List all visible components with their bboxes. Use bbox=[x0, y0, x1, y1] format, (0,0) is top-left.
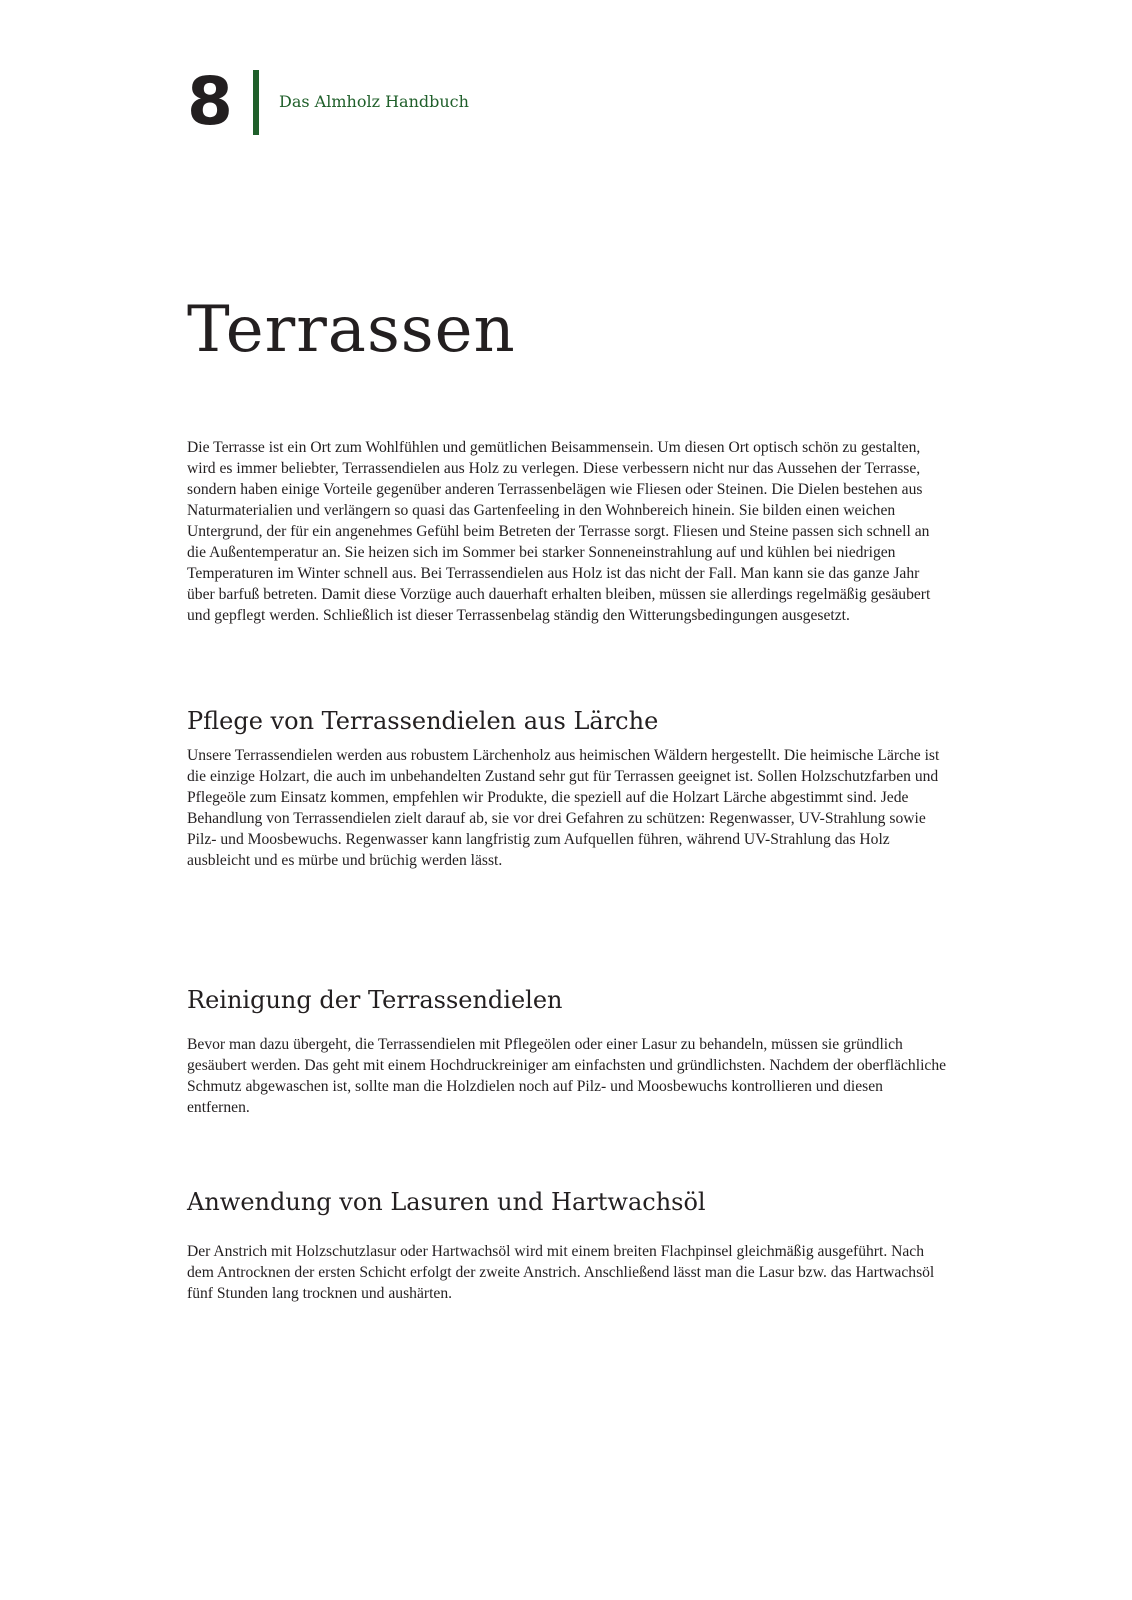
intro-paragraph: Die Terrasse ist ein Ort zum Wohlfühlen und gemütlichen Beisammensein. Um diesen Ort optisch schön zu gestalten, wird es immer beliebter, Terrassendielen aus Holz zu verlegen. Diese verbessern nicht nur das Aussehen der Terrasse, sondern haben einige Vorteile gegenüber anderen Terrassenbelägen wie Fliesen oder Steinen. Die Dielen bestehen aus Naturmaterialien und verlängern so quasi das Gartenfeeling in den Wohnbereich hinein. Sie bilden einen weichen Untergrund, der für ein angenehmes Gefühl beim Betreten der Terrasse sorgt. Fliesen und Steine passen sich schnell an die Außentemperatur an. Sie heizen sich im Sommer bei starker Sonneneinstrahlung auf und kühlen bei niedrigen Temperaturen im Winter schnell aus. Bei Terrassendielen aus Holz ist das nicht der Fall. Man kann sie das ganze Jahr über barfuß betreten. Damit diese Vorzüge auch dauerhaft erhalten bleiben, müssen sie allerdings regelmäßig gesäubert und gepflegt werden. Schließlich ist dieser Terrassenbelag ständig den Witterungsbedingungen ausgesetzt. bbox=[187, 439, 931, 624]
header-divider bbox=[253, 70, 259, 135]
section-title-anwendung: Anwendung von Lasuren und Hartwachsöl bbox=[187, 1188, 706, 1216]
book-title: Das Almholz Handbuch bbox=[279, 92, 469, 111]
section-title-reinigung: Reinigung der Terrassendielen bbox=[187, 986, 563, 1014]
page-number: 8 bbox=[187, 63, 232, 140]
page-header bbox=[187, 63, 232, 140]
chapter-title: Terrassen bbox=[187, 293, 516, 367]
section-body-reinigung: Bevor man dazu übergeht, die Terrassendielen mit Pflegeölen oder einer Lasur zu behandeln, müssen sie gründlich gesäubert werden. Das geht mit einem Hochdruckreiniger am einfachsten und gründlichsten. Nachdem der oberflächliche Schmutz abgewaschen ist, sollte man die Holzdielen noch auf Pilz- und Moosbewuchs kontrollieren und diesen entfernen. bbox=[187, 1036, 947, 1116]
section-body-pflege: Unsere Terrassendielen werden aus robustem Lärchenholz aus heimischen Wäldern hergestellt. Die heimische Lärche ist die einzige Holzart, die auch im unbehandelten Zustand sehr gut für Terrassen geeignet ist. Sollen Holzschutzfarben und Pflegeöle zum Einsatz kommen, empfehlen wir Produkte, die speziell auf die Holzart Lärche abgestimmt sind. Jede Behandlung von Terrassendielen zielt darauf ab, sie vor drei Gefahren zu schützen: Regenwasser, UV-Strahlung sowie Pilz- und Moosbewuchs. Regenwasser kann langfristig zum Aufquellen führen, während UV-Strahlung das Holz ausbleicht und es mürbe und brüchig werden lässt. bbox=[187, 747, 940, 869]
section-title-pflege: Pflege von Terrassendielen aus Lärche bbox=[187, 707, 659, 735]
section-body-anwendung: Der Anstrich mit Holzschutzlasur oder Hartwachsöl wird mit einem breiten Flachpinsel gleichmäßig ausgeführt. Nach dem Antrocknen der ersten Schicht erfolgt der zweite Anstrich. Anschließend lässt man die Lasur bzw. das Hartwachsöl fünf Stunden lang trocknen und aushärten. bbox=[187, 1243, 935, 1302]
